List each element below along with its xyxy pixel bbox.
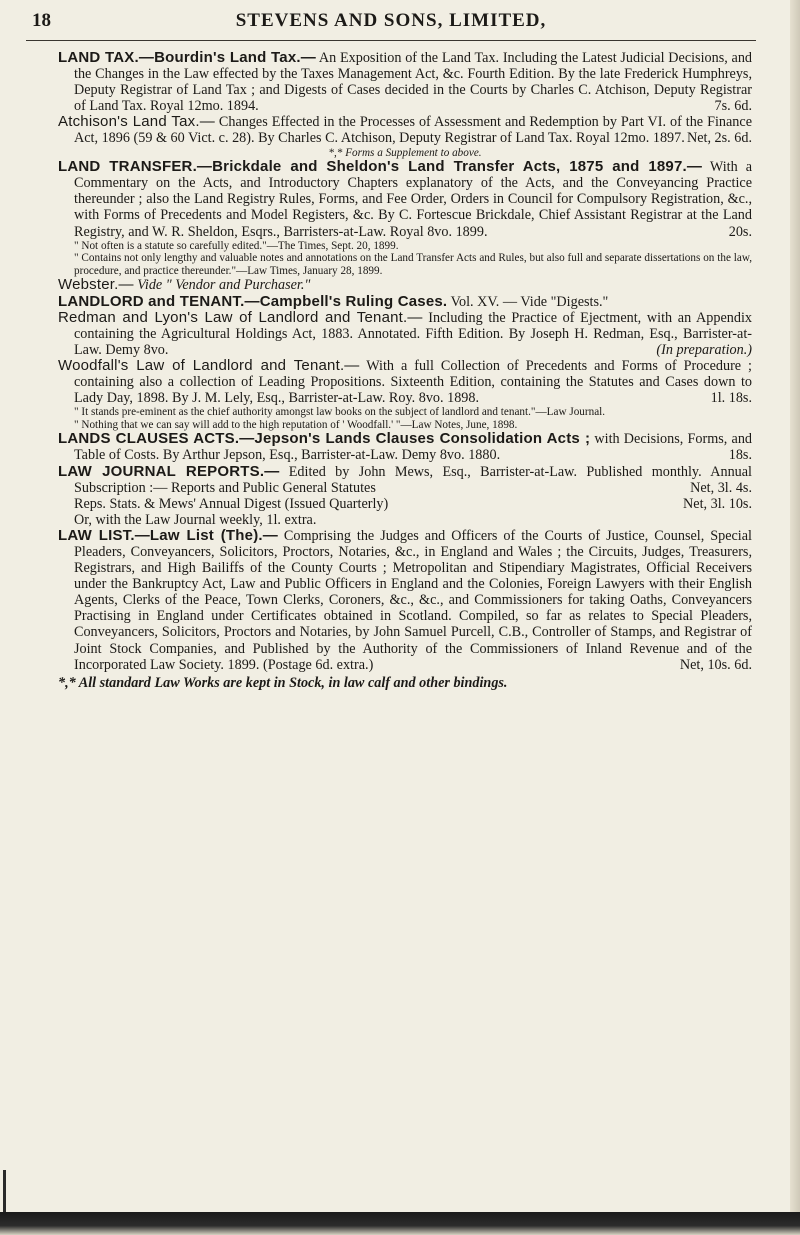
- entry-land-transfer: [58, 159, 752, 239]
- entry-text: Vol. XV. — Vide "Digests.": [450, 293, 609, 310]
- entry-text: With a full Collection of Precedents and Forms of Procedure ; containing also a collection of Leading Propositions. Sixteenth Edition, containing the Statutes and Cases down to Lady Day, 1898. By J. M. Lely, Esq., Barrister-at-Law. Roy. 8vo. 1898.: [74, 357, 752, 407]
- review-quote: " Not often is a statute so carefully edited."—The Times, Sept. 20, 1899.: [74, 239, 399, 252]
- entry-heading: Woodfall's Law of Landlord and Tenant.—: [58, 356, 360, 374]
- entry-heading: LAW JOURNAL REPORTS.—: [58, 462, 280, 480]
- margin-mark: [3, 1170, 6, 1212]
- entry-land-tax-atchison: [58, 114, 752, 146]
- entry-heading: LAW LIST.—Law List (The).—: [58, 526, 278, 544]
- entry-price: (In preparation.): [656, 341, 752, 358]
- review-quote: " Nothing that we can say will add to the high reputation of ' Woodfall.' "—Law Notes, June, 1898.: [74, 418, 518, 431]
- review-quote: " It stands pre-eminent as the chief authority amongst law books on the subject of landlord and tenant."—Law Journal.: [74, 406, 606, 419]
- entry-redman-lyon: [58, 310, 752, 358]
- footer-note: *,* All standard Law Works are kept in Stock, in law calf and other bindings.: [58, 674, 508, 691]
- entry-price: Net, 2s. 6d.: [686, 130, 752, 147]
- entry-text: With a Commentary on the Acts, and Introductory Chapters explanatory of the Acts, and the Conveyancing Practice thereunder ; also the Land Registry Rules, Forms, and Fee Order, Orders in Council for Compulsory Registration, &c., with Forms of Precedents and Model Registers, &c. By C. Fortescue Brickdale, Chief Assistant Registrar at the Land Registry, and W. R. Sheldon, Esqrs., Barristers-at-Law. Royal 8vo. 1899.: [74, 159, 752, 240]
- entry-subscription-extra: Or, with the Law Journal weekly, 1l. extra.: [74, 511, 317, 528]
- page-header: [26, 8, 756, 36]
- entry-woodfall: [58, 358, 752, 406]
- entry-price: 1l. 18s.: [710, 390, 752, 407]
- entry-text: Comprising the Judges and Officers of the Courts of Justice, Counsel, Special Pleaders, Conveyancers, Solicitors, Proctors, Notaries, &c., in England and Wales ; the Circuits, Judges, Treasurers, Registrars, and High Bailiffs of the County Courts ; Metropolitan and Stipendiary Magistrates, Official Receivers under the Bankruptcy Act, Law and Public Officers in England and the Colonies, Foreign Lawyers with their English Agents, Clerks of the Peace, Town Clerks, Coroners, &c., &c., and Commissioners for taking Oaths, Conveyancers Practising in England under Certificates obtained in Scotland. Compiled, so far as relates to Special Pleaders, Conveyancers, Solicitors, Proctors and Notaries, by John Samuel Purcell, C.B., Controller of Stamps, and Registrar of Joint Stock Companies, and Published by the Authority of the Commissioners of Inland Revenue and of the Incorporated Law Society. 1899. (Postage 6d. extra.): [74, 527, 752, 673]
- review-quote: " Contains not only lengthy and valuable notes and annotations on the Land Transfer Acts and Rules, but also full and separate dissertations on the law, procedure, and practice thereunder."—Law Times, January 28, 1899.: [74, 252, 752, 277]
- entry-webster: [58, 277, 752, 293]
- entry-text: with Decisions, Forms, and Table of Costs. By Arthur Jepson, Esq., Barrister-at-Law. Demy 8vo. 1880.: [74, 431, 753, 464]
- entry-heading: LAND TRANSFER.—Brickdale and Sheldon's Land Transfer Acts, 1875 and 1897.—: [58, 158, 703, 176]
- entry-price: Net, 3l. 4s.: [690, 479, 752, 496]
- entry-text: An Exposition of the Land Tax. Including the Latest Judicial Decisions, and the Changes in the Law effected by the Taxes Management Act, &c. Fourth Edition. By the late Frederick Humphreys, Deputy Registrar of Land Tax ; and Digests of Cases decided in the Courts by Charles C. Atchison, Deputy Registrar of Land Tax. Royal 12mo. 1894.: [74, 50, 753, 115]
- entry-price: 18s.: [728, 447, 752, 464]
- entry-lands-clauses: [58, 431, 752, 463]
- entry-law-list: [58, 528, 752, 673]
- catalogue-content: [58, 50, 752, 691]
- entry-heading: Atchison's Land Tax.—: [58, 113, 215, 131]
- entry-text: Edited by John Mews, Esq., Barrister-at-Law. Published monthly. Annual Subscription :— Reports and Public General Statutes: [74, 463, 752, 496]
- entry-text: Changes Effected in the Processes of Assessment and Redemption by Part VI. of the Finance Act, 1896 (59 & 60 Vict. c. 28). By Charles C. Atchison, Deputy Registrar of Land Tax. Royal 12mo. 1897.: [74, 114, 752, 147]
- entry-subscription-line: Reps. Stats. & Mews' Annual Digest (Issued Quarterly): [74, 495, 389, 512]
- entry-text: Including the Practice of Ejectment, with an Appendix containing the Agricultural Holdings Act, 1883. Annotated. Fifth Edition. By Joseph H. Redman, Esq., Barrister-at-Law. Demy 8vo.: [74, 309, 752, 358]
- entry-text: Vide " Vendor and Purchaser.": [137, 277, 311, 294]
- entry-heading: Webster.—: [58, 276, 134, 294]
- entry-price: 7s. 6d.: [714, 98, 752, 115]
- entry-heading: LAND TAX.—Bourdin's Land Tax.—: [58, 49, 316, 66]
- page-title: STEVENS AND SONS, LIMITED,: [235, 10, 547, 31]
- page-number: 18: [32, 10, 51, 31]
- page-edge: [790, 0, 800, 1235]
- entry-heading: LANDLORD and TENANT.—Campbell's Ruling Cases.: [58, 292, 448, 310]
- entry-heading: LANDS CLAUSES ACTS.—Jepson's Lands Clauses Consolidation Acts ;: [58, 430, 591, 448]
- entry-landlord-tenant-campbell: [58, 294, 752, 310]
- entry-footnote: *,* Forms a Supplement to above.: [328, 146, 482, 159]
- entry-heading: Redman and Lyon's Law of Landlord and Tenant.—: [58, 308, 423, 326]
- header-rule: [26, 40, 756, 41]
- scan-bottom-edge: [0, 1212, 800, 1235]
- entry-price: Net, 10s. 6d.: [679, 656, 752, 673]
- entry-price-2: Net, 3l. 10s.: [683, 495, 752, 512]
- entry-land-tax-bourdin: [58, 50, 752, 114]
- entry-law-journal: [58, 464, 752, 528]
- entry-price: 20s.: [728, 223, 752, 240]
